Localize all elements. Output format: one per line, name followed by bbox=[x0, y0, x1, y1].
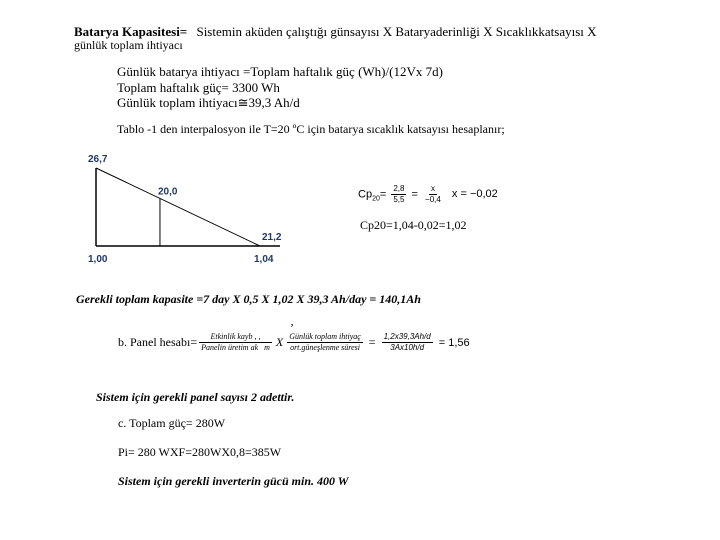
cp-subscript: 20 bbox=[372, 195, 380, 203]
panel-label: b. Panel hesabı= bbox=[118, 335, 198, 349]
panel-equals: = bbox=[368, 335, 376, 349]
cp-result-line: Cp20=1,04-0,02=1,02 bbox=[360, 218, 467, 232]
panel-result: = 1,56 bbox=[438, 336, 470, 349]
panel-fraction-c bbox=[382, 332, 433, 353]
panel-c-den: 3Ax10h/d bbox=[390, 343, 425, 352]
panel-x-sign: X bbox=[275, 335, 284, 349]
formula-result: x = −0,02 bbox=[451, 188, 498, 201]
total-power: c. Toplam güç= 280W bbox=[118, 416, 226, 430]
total-capacity: Gerekli toplam kapasite =7 day X 0,5 X 1,02 X 39,3 Ah/day = 140,1Ah bbox=[76, 292, 421, 306]
data-label-start: 26,7 bbox=[88, 154, 108, 165]
fraction-2-num: x bbox=[430, 184, 435, 193]
panel-b-den: ort.güneşlenme süresi bbox=[290, 343, 360, 352]
panel-fraction-b bbox=[287, 332, 363, 353]
panel-c-num: 1,2x39,3Ah/d bbox=[383, 332, 431, 341]
interpolation-text: Tablo -1 den interpalosyon ile T=20 ºC için batarya sıcaklık katsayısı hesaplanır; bbox=[117, 122, 505, 136]
cp-equals: = bbox=[379, 188, 387, 201]
header-text-2: günlük toplam ihtiyacı bbox=[74, 38, 183, 52]
interpolation-chart bbox=[80, 148, 300, 270]
needs-line-1: Günlük batarya ihtiyacı =Toplam haftalık güç (Wh)/(12Vx 7d) bbox=[117, 64, 443, 79]
equals-sign: = bbox=[411, 188, 418, 201]
cp-formula bbox=[358, 184, 498, 205]
x-tick-label-end: 1,04 bbox=[254, 254, 274, 265]
panel-b-num: Günlük toplam ihtiyaç bbox=[289, 332, 361, 341]
inverter-power-calc: Pi= 280 WXF=280WX0,8=385W bbox=[118, 445, 282, 459]
data-label-end: 21,2 bbox=[262, 232, 282, 243]
stray-mark: ‚ bbox=[290, 314, 294, 328]
fraction-1-den: 5,5 bbox=[393, 195, 405, 204]
fraction-1-num: 2,8 bbox=[393, 184, 405, 193]
header-title: Batarya Kapasitesi= bbox=[74, 24, 188, 39]
inverter-requirement: Sistem için gerekli inverterin gücü min. 400 W bbox=[118, 474, 349, 488]
header-text-1: Sistemin aküden çalıştığı günsayısı X Bataryaderinliği X Sıcaklıkkatsayısı X bbox=[196, 24, 597, 39]
cp-label: Cp bbox=[358, 188, 373, 201]
fraction-2 bbox=[423, 184, 443, 205]
fraction-1 bbox=[391, 184, 406, 205]
panel-a-num-tail: , , bbox=[254, 332, 261, 341]
panel-calculation bbox=[118, 332, 470, 353]
panel-fraction-a bbox=[199, 332, 272, 353]
panel-count: Sistem için gerekli panel sayısı 2 adettir. bbox=[96, 390, 295, 404]
data-label-mid: 20,0 bbox=[157, 186, 178, 198]
x-tick-label-start: 1,00 bbox=[88, 254, 108, 265]
panel-a-num: Etkinlik kayb bbox=[210, 332, 253, 341]
panel-a-den: Panelin üretim ak bbox=[201, 343, 259, 352]
series-line bbox=[96, 168, 260, 246]
panel-a-den-tail: m bbox=[264, 343, 270, 352]
fraction-2-den: −0,4 bbox=[425, 195, 441, 204]
needs-line-2: Toplam haftalık güç= 3300 Wh bbox=[117, 80, 280, 95]
needs-line-3: Günlük toplam ihtiyacı≅39,3 Ah/d bbox=[117, 95, 300, 110]
